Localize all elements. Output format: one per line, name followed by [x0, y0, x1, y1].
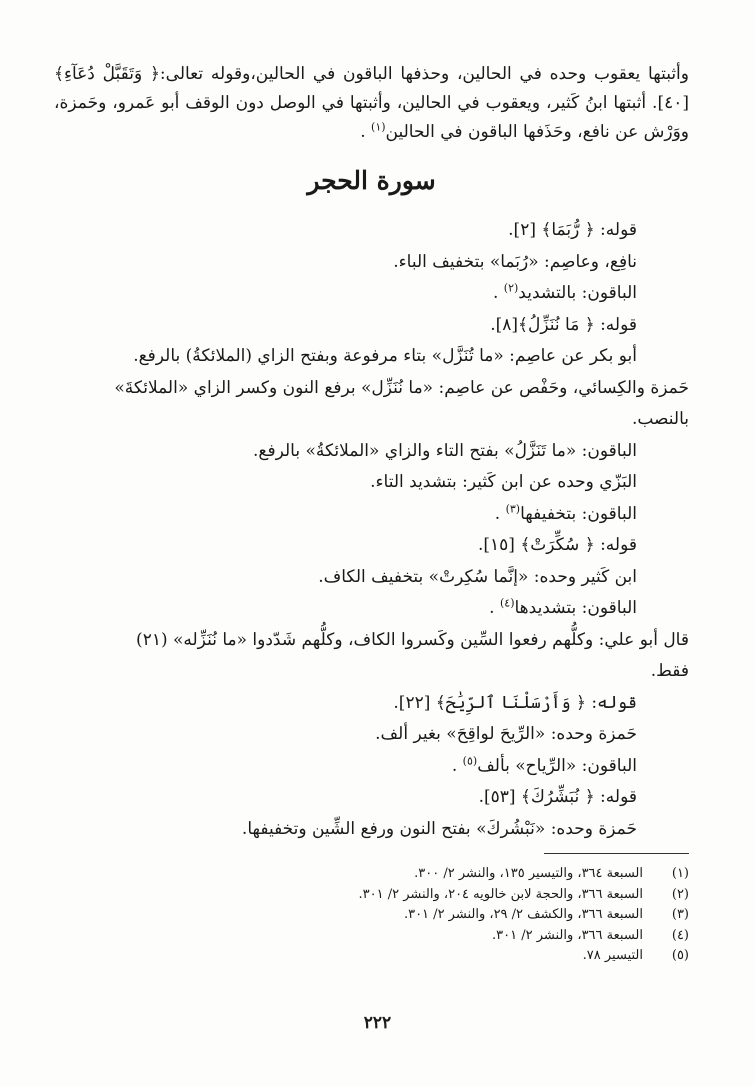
- reading-line: [54, 436, 689, 468]
- reading-end: .: [489, 598, 495, 618]
- readings-list: [54, 215, 689, 845]
- footnote-number: (٥): [671, 948, 689, 963]
- reading-end: .: [494, 503, 501, 524]
- reading-text: ابن كَثير وحده: «إنَّما سُكِرتْ» بتخفيف الكاف.: [318, 566, 637, 587]
- footnote-ref[interactable]: (٥): [462, 753, 478, 767]
- reading-text: قوله: ﴿ سُكِّرَتْ﴾ [١٥].: [477, 535, 637, 555]
- intro-body: وأثبتها يعقوب وحده في الحالين، وحذفها الباقون في الحالين،وقوله تعالى:﴿ وَتَقَبَّلْ دُعَآءِ﴾ [٤٠]. أثبتها ابنُ كَثير، ويعقوب في الحالين، وأثبتها في الوصل دون الوقف أبو عَمرو، وحَمزة، ووَرْش عن نافع، وحَذَفها الباقون في الحالين: [54, 64, 689, 142]
- reading-text: قال أبو علي: وكلُّهم رفعوا السِّين وكَسروا الكاف، وكلُّهم شَدّدوا «ما نُنَزِّله» (٢١): [136, 629, 689, 650]
- footnote-number: (٤): [671, 927, 689, 943]
- intro-text: [54, 60, 689, 147]
- reading-line: [54, 404, 689, 436]
- footnote-item: [54, 885, 689, 906]
- reading-line: [54, 625, 689, 657]
- footnote-ref[interactable]: (٢): [503, 281, 519, 295]
- reading-line: [54, 278, 689, 310]
- footnote-text: السبعة ٣٦٤، والتيسير ١٣٥، والنشر ٢/ ٣٠٠.: [414, 866, 643, 881]
- reading-text: البَزّي وحده عن ابن كَثير: بتشديد التاء.: [370, 472, 637, 492]
- footnote-item: [54, 905, 689, 926]
- footnote-ref-1[interactable]: (١): [371, 120, 386, 134]
- reading-line: [54, 593, 689, 625]
- reading-line: [54, 719, 689, 751]
- reading-end: .: [492, 283, 499, 303]
- intro-end: .: [360, 122, 372, 142]
- reading-line: [54, 215, 689, 247]
- reading-text: الباقون: «ما تَنَزَّلُ» بفتح التاء والزاي «الملائكةُ» بالرفع.: [253, 440, 637, 461]
- reading-line: [54, 341, 689, 373]
- reading-line: [54, 688, 689, 720]
- reading-text: الباقون: «الرِّياح» بألف: [477, 755, 637, 776]
- reading-text: الباقون: بالتشديد: [518, 283, 637, 303]
- reading-line: [54, 467, 689, 499]
- reading-line: [54, 247, 689, 279]
- reading-text: الباقون: بتشديدها: [514, 598, 637, 618]
- reading-text: بالنصب.: [631, 409, 689, 429]
- reading-text: فقط.: [650, 661, 689, 681]
- footnote-item: [54, 946, 689, 967]
- reading-end: .: [451, 755, 458, 776]
- reading-text: الباقون: بتخفيفها: [520, 503, 637, 524]
- footnote-item: [54, 864, 689, 885]
- reading-line: [54, 373, 689, 405]
- reading-text: قوله: ﴿ نُبَشِّرُكَ﴾ [٥٣].: [478, 787, 637, 807]
- reading-line: [54, 530, 689, 562]
- reading-text: حَمزة والكِسائي، وحَفْص عن عاصِم: «ما نُنَزِّل» برفع النون وكسر الزاي «الملائكةَ»: [114, 377, 689, 398]
- footnote-text: السبعة ٣٦٦، والحجة لابن خالويه ٢٠٤، والنشر ٢/ ٣٠١.: [358, 886, 643, 902]
- reading-text: أبو بكر عن عاصِم: «ما تُنَزَّل» بتاء مرفوعة وبفتح الزاي (الملائكةُ) بالرفع.: [133, 346, 637, 366]
- reading-line: [54, 814, 689, 846]
- footnote-ref[interactable]: (٤): [499, 596, 515, 610]
- reading-text: قوله: ﴿ وَأَرْسَلْنَا ٱلرِّيَٰحَ﴾ [٢٢].: [393, 692, 637, 713]
- footnote-text: التيسير ٧٨.: [582, 948, 643, 963]
- page-number: ٢٢٢: [363, 1013, 392, 1033]
- reading-line: [54, 310, 689, 342]
- reading-text: قوله: ﴿ رُّبَمَا﴾ [٢].: [508, 220, 637, 240]
- footnotes: [54, 864, 689, 967]
- reading-line: [54, 656, 689, 688]
- reading-line: [54, 499, 689, 531]
- reading-text: نافِع، وعاصِم: «رُبَما» بتخفيف الباء.: [393, 251, 637, 272]
- reading-line: [54, 782, 689, 814]
- footnote-divider: [544, 853, 689, 854]
- reading-text: قوله: ﴿ مَا نُنَزِّلُ﴾[٨].: [490, 314, 637, 335]
- footnote-number: (٢): [671, 886, 689, 902]
- footnote-text: السبعة ٣٦٦، والكشف ٢/ ٢٩، والنشر ٢/ ٣٠١.: [403, 907, 643, 922]
- reading-line: [54, 751, 689, 783]
- footnote-number: (١): [671, 866, 689, 881]
- intro-paragraph: [54, 60, 689, 147]
- reading-line: [54, 562, 689, 594]
- reading-text: حَمزة وحده: «الرِّيحَ لواقِحَ» بغير ألف.: [375, 724, 637, 744]
- footnote-text: السبعة ٣٦٦، والنشر ٢/ ٣٠١.: [491, 927, 643, 943]
- footnote-ref[interactable]: (٣): [505, 501, 521, 515]
- reading-text: حَمزة وحده: «نَبْشُركَ» بفتح النون ورفع الشِّين وتخفيفها.: [241, 818, 637, 839]
- surah-title: سورة الحجر: [307, 166, 436, 195]
- footnote-number: (٣): [671, 907, 689, 922]
- footnote-item: [54, 926, 689, 947]
